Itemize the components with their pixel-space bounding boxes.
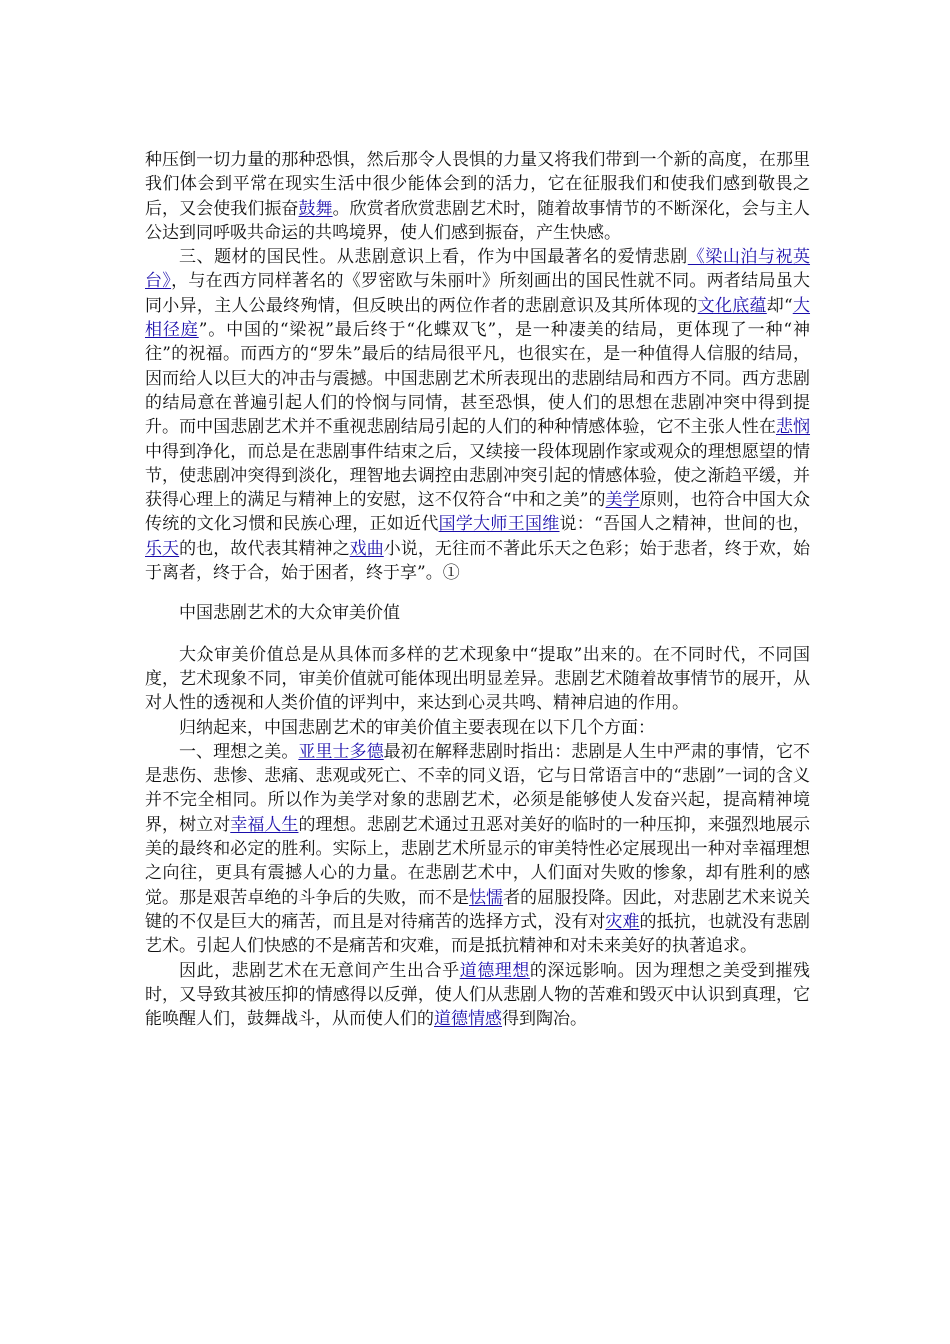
text-run: 小说，无往而不著此乐天之色彩；始于悲者，终于欢，始于离者，终于合，始于困者，终于享”。① xyxy=(145,538,811,584)
text-run: 的理想。悲剧艺术通过丑恶对美好的临时的一种压抑，来强烈地展示美的最终和必定的胜利。实际上，悲剧艺术所显示的审美特性必定展现出一种对幸福理想之向往，更具有震撼人心的力量。在悲剧艺术中，人们面对失败的惨象，却有胜利的感觉。那是艰苦卓绝的斗争后的失败，而不是 xyxy=(145,814,811,908)
text-run: 却“ xyxy=(766,295,793,316)
link-qie-nuo[interactable]: 怯懦 xyxy=(469,887,504,908)
text-run: ”。中国的“梁祝”最后终于“化蝶双飞”，是一种凄美的结局，更体现了一种“神往”的祝福。而西方的“罗朱”最后的结局很平凡，也很实在，是一种值得人信服的结局，因而给人以巨大的冲击与震撼。中国悲剧艺术所表现出的悲剧结局和西方不同。西方悲剧的结局意在普遍引起人们的怜悯与同情，甚至恐惧，使人们的思想在悲剧冲突中得到提升。而中国悲剧艺术并不重视悲剧结局引起的人们的种种情感体验，它不主张人性在 xyxy=(145,320,810,438)
document-body xyxy=(145,148,810,1031)
text-run: 的也，故代表其精神之 xyxy=(179,538,350,559)
link-bei-min[interactable]: 悲悯 xyxy=(775,417,811,438)
paragraph-aesthetic-value-intro xyxy=(145,643,810,716)
link-moral-emotion[interactable]: 道德情感 xyxy=(434,1009,502,1030)
section-heading: 中国悲剧艺术的大众审美价值 xyxy=(179,603,400,624)
paragraph-emotional-impact xyxy=(145,148,810,245)
link-gu-wu[interactable]: 鼓舞 xyxy=(298,198,333,219)
text-run: 种压倒一切力量的那种恐惧，然后那令人畏惧的力量又将我们带到一个新的高度，在那里我们体会到平常在现实生活中很少能体会到的活力，它在征服我们和使我们感到敬畏之后，又会使我们振奋 xyxy=(145,150,810,219)
text-run: 的深远影响。因为理想之美受到摧残时，又导致其被压抑的情感得以反弹，使人们从悲剧人物的苦难和毁灭中认识到真理，它能唤醒人们，鼓舞战斗，从而使人们的 xyxy=(145,960,811,1030)
text-run: 。欣赏者欣赏悲剧艺术时，随着故事情节的不断深化，会与主人公达到同呼吸共命运的共鸣境界，使人们感到振奋，产生快感。 xyxy=(145,198,811,243)
text-run: 得到陶冶。 xyxy=(502,1009,587,1030)
link-cultural-heritage[interactable]: 文化底蕴 xyxy=(697,295,767,316)
text-run: 一、理想之美。 xyxy=(179,741,299,762)
link-moral-ideal[interactable]: 道德理想 xyxy=(459,960,530,981)
link-liang-shan-bo[interactable]: 《梁山泊与祝英台》 xyxy=(145,247,811,292)
link-happy-life[interactable]: 幸福人生 xyxy=(230,814,299,835)
text-run: 三、题材的国民性。从悲剧意识上看，作为中国最著名的爱情悲剧 xyxy=(179,247,688,268)
text-run: 归纳起来，中国悲剧艺术的审美价值主要表现在以下几个方面： xyxy=(179,717,655,738)
text-run: 大众审美价值总是从具体而多样的艺术现象中“提取”出来的。在不同时代，不同国度，艺术现象不同，审美价值就可能体现出明显差异。悲剧艺术随着故事情节的展开，从对人性的透视和人类价值的评判中，来达到心灵共鸣、精神启迪的作用。 xyxy=(145,644,810,714)
link-da-xiang-jing-ting[interactable]: 大相径庭 xyxy=(145,295,811,341)
text-run: 原则，也符合中国大众传统的文化习惯和民族心理，正如近代 xyxy=(145,490,811,535)
text-run: ，与在西方同样著名的《罗密欧与朱丽叶》所刻画出的国民性就不同。两者结局虽大同小异，主人公最终殉情，但反映出的两位作者的悲剧意识及其所体现的 xyxy=(145,271,811,316)
text-run: 最初在解释悲剧时指出：悲剧是人生中严肃的事情，它不是悲伤、悲惨、悲痛、悲观或死亡、不幸的同义语，它与日常语言中的“悲剧”一词的含义并不完全相同。所以作为美学对象的悲剧艺术，必须是能够使人发奋兴起，提高精神境界，树立对 xyxy=(145,741,811,835)
link-le-tian[interactable]: 乐天 xyxy=(145,538,180,559)
link-wang-guowei[interactable]: 国学大师王国维 xyxy=(438,514,560,535)
text-run: 因此，悲剧艺术在无意间产生出合乎 xyxy=(179,960,460,981)
paragraph-ideal-beauty xyxy=(145,740,810,959)
text-run: 的抵抗，也就没有悲剧艺术。引起人们快感的不是痛苦和灾难，而是抵抗精神和对未来美好的执著追求。 xyxy=(145,911,811,957)
link-aristotle[interactable]: 亚里士多德 xyxy=(298,741,384,762)
paragraph-national-character xyxy=(145,245,810,585)
text-run: 者的屈服投降。因此，对悲剧艺术来说关键的不仅是巨大的痛苦，而且是对待痛苦的选择方式，没有对 xyxy=(145,887,811,932)
text-run: 中得到净化，而总是在悲剧事件结束之后，又续接一段体现剧作家或观众的理想愿望的情节，使悲剧冲突得到淡化，理智地去调控由悲剧冲突引起的情感体验，使之渐趋平缓，并获得心理上的满足与精神上的安慰，这不仅符合“中和之美”的 xyxy=(145,441,810,511)
paragraph-summary-aspects xyxy=(145,716,810,740)
text-run: 说：“吾国人之精神，世间的也， xyxy=(559,514,810,535)
link-aesthetics[interactable]: 美学 xyxy=(605,490,640,511)
link-xi-qu[interactable]: 戏曲 xyxy=(349,538,384,559)
link-disaster[interactable]: 灾难 xyxy=(605,911,640,932)
paragraph-moral-influence xyxy=(145,959,810,1032)
